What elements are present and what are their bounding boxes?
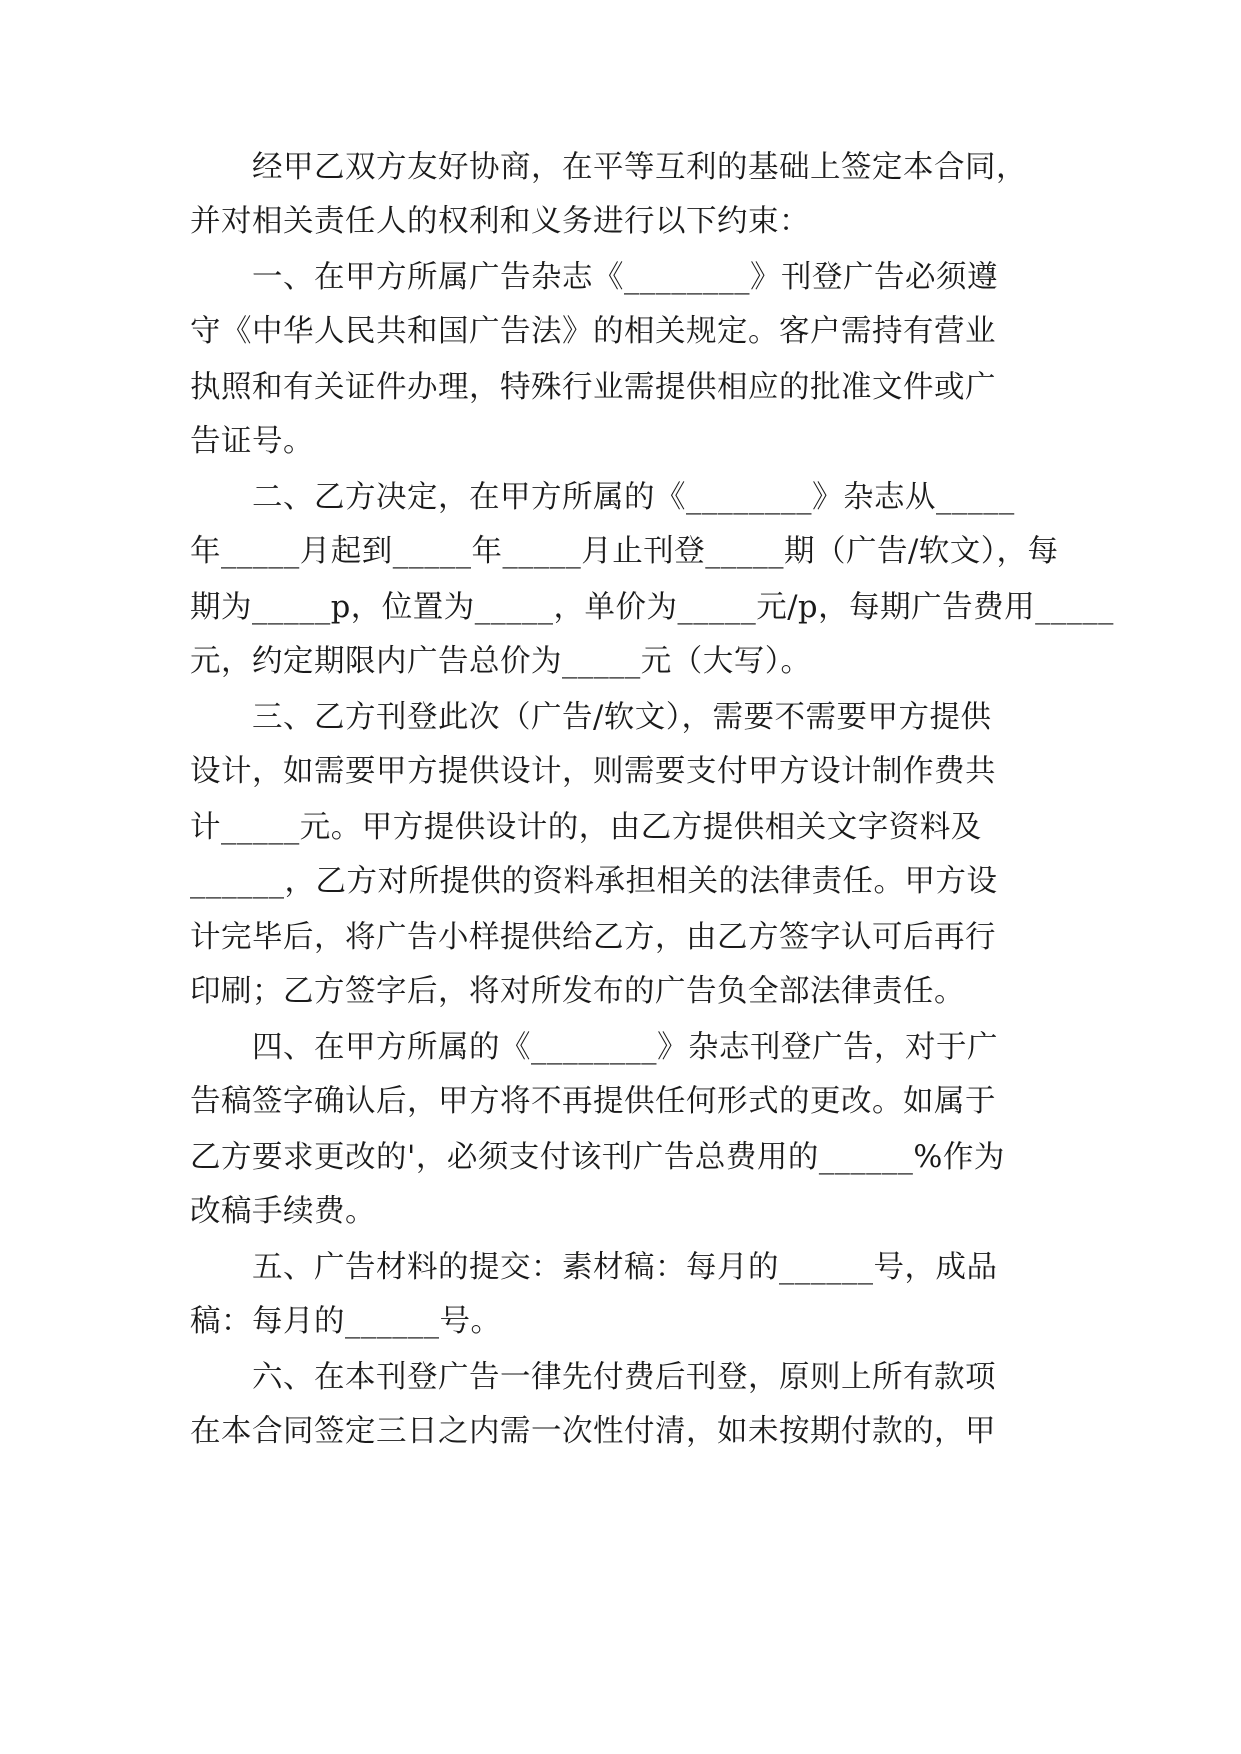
paragraph-line: 告证号。 (190, 424, 314, 459)
paragraph-line: 三、乙方刊登此次（广告/软文），需要不需要甲方提供 (252, 700, 992, 735)
paragraph-line: 告稿签字确认后，甲方将不再提供任何形式的更改。如属于 (190, 1084, 996, 1119)
paragraph-line: 设计，如需要甲方提供设计，则需要支付甲方设计制作费共 (190, 754, 996, 789)
paragraph-line: 期为_____p，位置为_____，单价为_____元/p，每期广告费用_____ (190, 590, 1114, 625)
paragraph-line: 计完毕后，将广告小样提供给乙方，由乙方签字认可后再行 (190, 920, 996, 955)
paragraph-line: 经甲乙双方友好协商，在平等互利的基础上签定本合同， (252, 150, 1027, 185)
paragraph-line: 在本合同签定三日之内需一次性付清，如未按期付款的，甲 (190, 1414, 996, 1449)
paragraph-line: 印刷；乙方签字后，将对所发布的广告负全部法律责任。 (190, 974, 965, 1009)
paragraph-line: 并对相关责任人的权利和义务进行以下约束： (190, 204, 810, 239)
paragraph-line: 六、在本刊登广告一律先付费后刊登，原则上所有款项 (252, 1360, 996, 1395)
paragraph-line: 四、在甲方所属的《________》杂志刊登广告，对于广 (252, 1030, 998, 1065)
paragraph-line: 年_____月起到_____年_____月止刊登_____期（广告/软文），每 (190, 534, 1059, 569)
paragraph-line: 一、在甲方所属广告杂志《________》刊登广告必须遵 (252, 260, 998, 295)
paragraph-line: ______，乙方对所提供的资料承担相关的法律责任。甲方设 (190, 864, 998, 899)
paragraph-line: 乙方要求更改的'，必须支付该刊广告总费用的______%作为 (190, 1140, 1005, 1175)
paragraph-line: 二、乙方决定，在甲方所属的《________》杂志从_____ (252, 480, 1015, 515)
paragraph-line: 改稿手续费。 (190, 1194, 376, 1229)
paragraph-line: 元，约定期限内广告总价为_____元（大写）。 (190, 644, 812, 679)
paragraph-line: 计_____元。甲方提供设计的，由乙方提供相关文字资料及 (190, 810, 982, 845)
paragraph-line: 执照和有关证件办理，特殊行业需提供相应的批准文件或广 (190, 370, 996, 405)
paragraph-line: 守《中华人民共和国广告法》的相关规定。客户需持有营业 (190, 314, 996, 349)
paragraph-line: 五、广告材料的提交：素材稿：每月的______号，成品 (252, 1250, 998, 1285)
paragraph-line: 稿：每月的______号。 (190, 1304, 502, 1339)
